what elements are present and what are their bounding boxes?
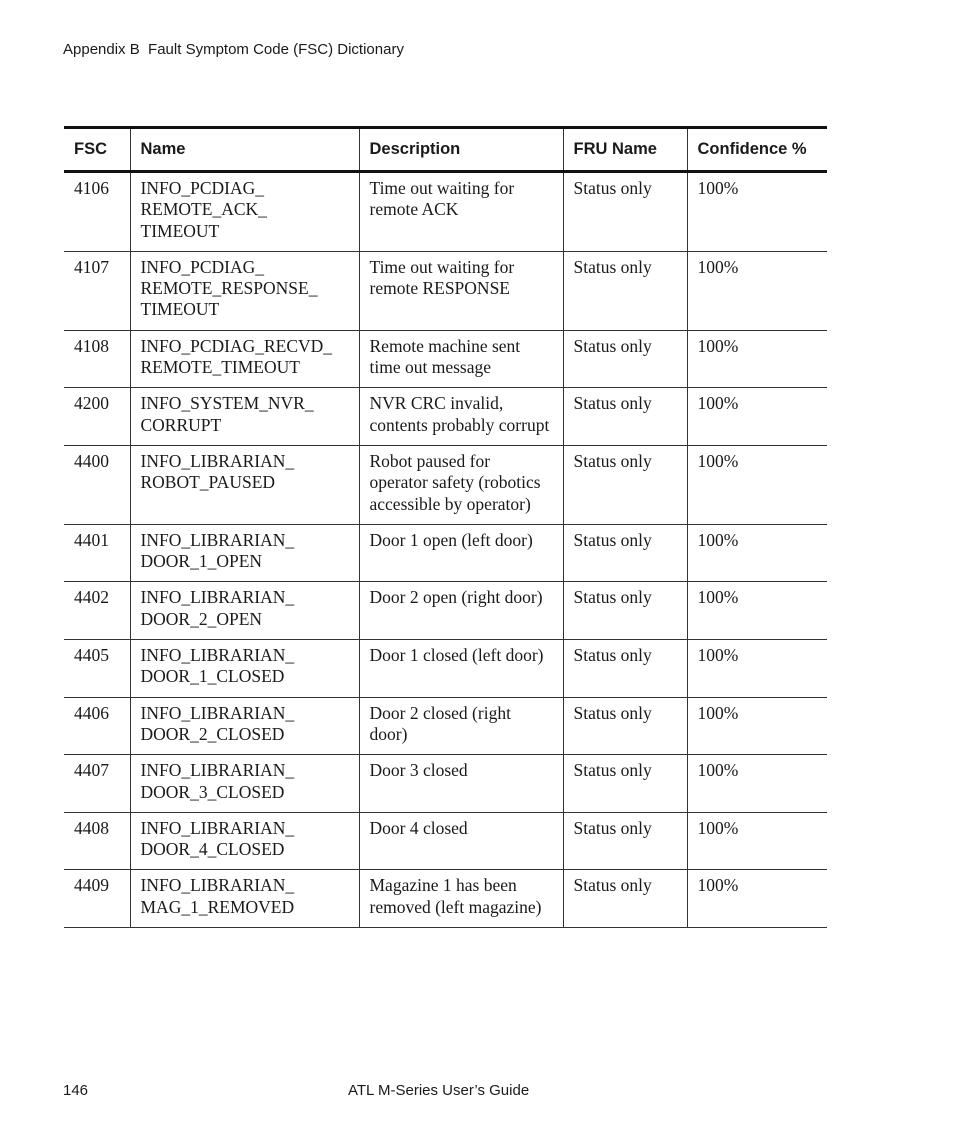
- table-row: [64, 582, 827, 640]
- cell-description: Robot paused for operator safety (robotics accessible by operator): [359, 445, 563, 524]
- cell-description: Remote machine sent time out message: [359, 330, 563, 388]
- cell-confidence: 100%: [687, 330, 827, 388]
- table-row: [64, 172, 827, 252]
- table-body: [64, 172, 827, 928]
- column-header-fru-name: FRU Name: [563, 128, 687, 172]
- cell-fsc: 4200: [64, 388, 130, 446]
- cell-fru-name: Status only: [563, 697, 687, 755]
- cell-confidence: 100%: [687, 697, 827, 755]
- cell-description: Time out waiting for remote ACK: [359, 172, 563, 252]
- cell-fru-name: Status only: [563, 524, 687, 582]
- cell-description: Time out waiting for remote RESPONSE: [359, 251, 563, 330]
- table-row: [64, 524, 827, 582]
- cell-confidence: 100%: [687, 755, 827, 813]
- cell-confidence: 100%: [687, 172, 827, 252]
- cell-name: INFO_LIBRARIAN_ DOOR_4_CLOSED: [130, 812, 359, 870]
- cell-fru-name: Status only: [563, 330, 687, 388]
- cell-name: INFO_PCDIAG_ REMOTE_RESPONSE_ TIMEOUT: [130, 251, 359, 330]
- cell-fsc: 4106: [64, 172, 130, 252]
- cell-name: INFO_LIBRARIAN_ DOOR_1_CLOSED: [130, 640, 359, 698]
- cell-description: Door 3 closed: [359, 755, 563, 813]
- cell-description: Door 2 open (right door): [359, 582, 563, 640]
- cell-fsc: 4401: [64, 524, 130, 582]
- cell-fsc: 4107: [64, 251, 130, 330]
- cell-confidence: 100%: [687, 640, 827, 698]
- cell-fsc: 4108: [64, 330, 130, 388]
- cell-name: INFO_LIBRARIAN_ DOOR_3_CLOSED: [130, 755, 359, 813]
- cell-description: Magazine 1 has been removed (left magazine): [359, 870, 563, 928]
- cell-confidence: 100%: [687, 524, 827, 582]
- cell-fru-name: Status only: [563, 582, 687, 640]
- table-row: [64, 251, 827, 330]
- cell-confidence: 100%: [687, 251, 827, 330]
- cell-name: INFO_PCDIAG_ REMOTE_ACK_ TIMEOUT: [130, 172, 359, 252]
- table-row: [64, 812, 827, 870]
- cell-description: Door 1 closed (left door): [359, 640, 563, 698]
- table-row: [64, 640, 827, 698]
- cell-fsc: 4406: [64, 697, 130, 755]
- column-header-name: Name: [130, 128, 359, 172]
- cell-description: NVR CRC invalid, contents probably corrupt: [359, 388, 563, 446]
- cell-fru-name: Status only: [563, 755, 687, 813]
- cell-fru-name: Status only: [563, 445, 687, 524]
- cell-description: Door 2 closed (right door): [359, 697, 563, 755]
- cell-fru-name: Status only: [563, 388, 687, 446]
- cell-confidence: 100%: [687, 388, 827, 446]
- fsc-table: [64, 126, 827, 928]
- table-row: [64, 870, 827, 928]
- cell-fsc: 4405: [64, 640, 130, 698]
- cell-fsc: 4409: [64, 870, 130, 928]
- running-head: Appendix B Fault Symptom Code (FSC) Dictionary: [63, 41, 404, 58]
- cell-confidence: 100%: [687, 870, 827, 928]
- cell-fsc: 4407: [64, 755, 130, 813]
- cell-fsc: 4408: [64, 812, 130, 870]
- cell-fru-name: Status only: [563, 812, 687, 870]
- table-row: [64, 388, 827, 446]
- table-row: [64, 330, 827, 388]
- cell-description: Door 1 open (left door): [359, 524, 563, 582]
- table-row: [64, 755, 827, 813]
- column-header-confidence: Confidence %: [687, 128, 827, 172]
- cell-name: INFO_SYSTEM_NVR_ CORRUPT: [130, 388, 359, 446]
- cell-confidence: 100%: [687, 445, 827, 524]
- cell-name: INFO_PCDIAG_RECVD_ REMOTE_TIMEOUT: [130, 330, 359, 388]
- cell-name: INFO_LIBRARIAN_ DOOR_2_OPEN: [130, 582, 359, 640]
- cell-fru-name: Status only: [563, 251, 687, 330]
- page-number: 146: [63, 1082, 89, 1099]
- table-header-row: [64, 128, 827, 172]
- table-row: [64, 697, 827, 755]
- cell-fsc: 4402: [64, 582, 130, 640]
- cell-fru-name: Status only: [563, 640, 687, 698]
- cell-name: INFO_LIBRARIAN_ DOOR_1_OPEN: [130, 524, 359, 582]
- cell-name: INFO_LIBRARIAN_ ROBOT_PAUSED: [130, 445, 359, 524]
- cell-fru-name: Status only: [563, 870, 687, 928]
- book-title: ATL M-Series User’s Guide: [348, 1082, 530, 1099]
- column-header-fsc: FSC: [74, 140, 107, 158]
- cell-confidence: 100%: [687, 582, 827, 640]
- cell-name: INFO_LIBRARIAN_ DOOR_2_CLOSED: [130, 697, 359, 755]
- cell-fru-name: Status only: [563, 172, 687, 252]
- cell-confidence: 100%: [687, 812, 827, 870]
- table-row: [64, 445, 827, 524]
- cell-name: INFO_LIBRARIAN_ MAG_1_REMOVED: [130, 870, 359, 928]
- column-header-description: Description: [359, 128, 563, 172]
- cell-fsc: 4400: [64, 445, 130, 524]
- cell-description: Door 4 closed: [359, 812, 563, 870]
